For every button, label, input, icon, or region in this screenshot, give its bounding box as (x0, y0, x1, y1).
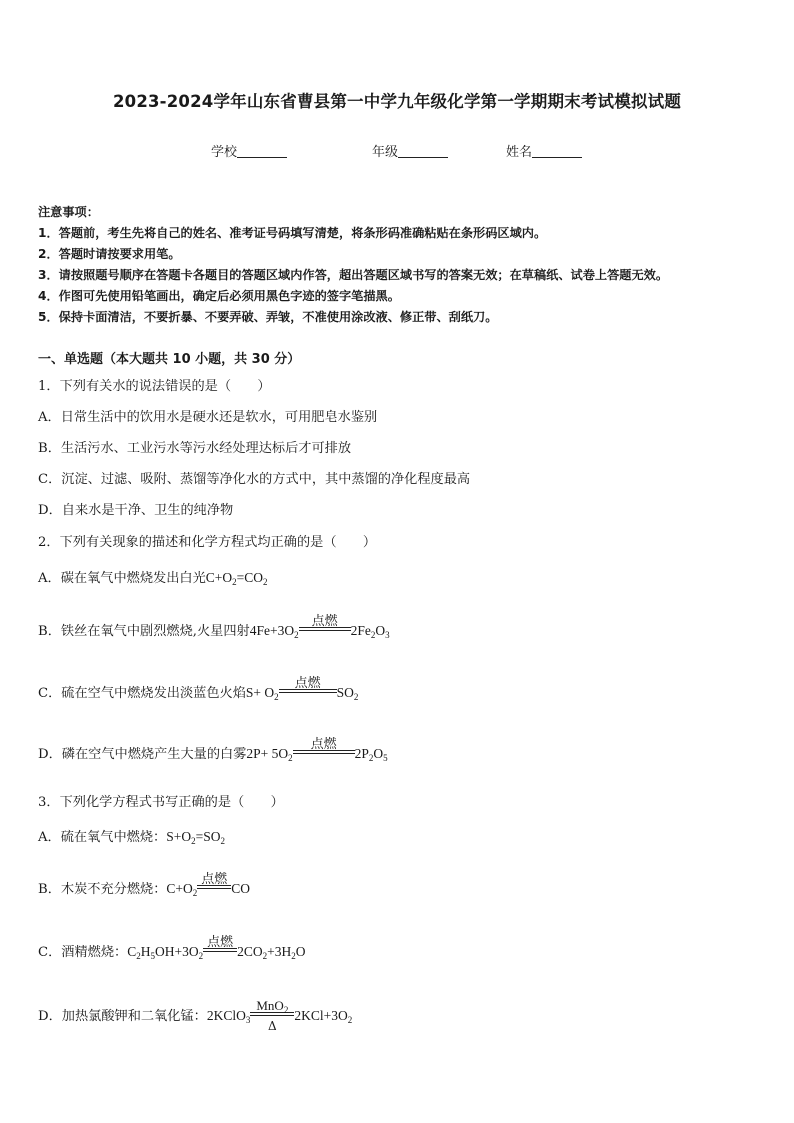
note-item: 1．答题前，考生先将自己的姓名、准考证号码填写清楚，将条形码准确粘贴在条形码区域内。 (38, 226, 547, 240)
q1-stem: 1．下列有关水的说法错误的是（ ） (38, 379, 271, 394)
reaction-arrow: 点燃 (203, 945, 237, 960)
note-item: 3．请按照题号顺序在答题卡各题目的答题区域内作答，超出答题区域书写的答案无效；在草稿纸、试卷上答题无效。 (38, 268, 669, 282)
q2-stem: 2．下列有关现象的描述和化学方程式均正确的是（ ） (38, 535, 377, 550)
q3-option-b: B．木炭不充分燃烧：$C+O_2$ 点燃 CO (38, 872, 251, 898)
reaction-arrow: MnO$_2$ Δ (250, 1009, 294, 1024)
q1-option-a: A．日常生活中的饮用水是硬水还是软水，可用肥皂水鉴别 (38, 410, 378, 425)
section-heading: 一、单选题（本大题共 10 小题，共 30 分） (38, 352, 301, 367)
q3-stem: 3．下列化学方程式书写正确的是（ ） (38, 795, 284, 810)
reaction-arrow: 点燃 (293, 747, 355, 762)
note-item: 2．答题时请按要求用笔。 (38, 247, 181, 261)
q1-option-b: B．生活污水、工业污水等污水经处理达标后才可排放 (38, 441, 352, 456)
school-field[interactable]: 学校 (211, 141, 287, 160)
q3-option-c: C．酒精燃烧：$C_2H_5OH+3O_2$ 点燃 $2CO_2+3H_2O$ (38, 935, 306, 961)
grade-field[interactable]: 年级 (372, 141, 448, 160)
q1-option-c: C．沉淀、过滤、吸附、蒸馏等净化水的方式中，其中蒸馏的净化程度最高 (38, 472, 471, 487)
q3-option-a: A．硫在氧气中燃烧：$S+O_2=SO_2$ (38, 829, 225, 846)
notes-heading: 注意事项： (38, 205, 99, 219)
reaction-arrow: 点燃 (197, 882, 231, 897)
q2-option-c: C．硫在空气中燃烧发出淡蓝色火焰$S+ O_2$ 点燃 $SO_2$ (38, 676, 359, 702)
q2-option-d: D．磷在空气中燃烧产生大量的白雾$2P+ 5O_2$ 点燃 $2P_2O_5$ (38, 737, 388, 763)
name-field[interactable]: 姓名 (506, 141, 582, 160)
note-item: 5．保持卡面清洁，不要折暴、不要弄破、弄皱，不准使用涂改液、修正带、刮纸刀。 (38, 310, 498, 324)
q1-option-d: D．自来水是干净、卫生的纯净物 (38, 503, 234, 518)
note-item: 4．作图可先使用铅笔画出，确定后必须用黑色字迹的签字笔描黑。 (38, 289, 400, 303)
reaction-arrow: 点燃 (299, 624, 351, 639)
q2-option-a: A．碳在氧气中燃烧发出白光$C+O_2=CO_2$ (38, 570, 268, 587)
q3-option-d: D．加热氯酸钾和二氧化锰：2KClO$_3$ MnO$_2$ Δ $2KCl+3O_2$ (38, 998, 353, 1033)
q2-option-b: B．铁丝在氧气中剧烈燃烧,火星四射$4Fe+3O_2$ 点燃 $2Fe_2O_3$ (38, 614, 390, 640)
page-title: 2023-2024学年山东省曹县第一中学九年级化学第一学期期末考试模拟试题 (112, 92, 682, 111)
reaction-arrow: 点燃 (279, 686, 337, 701)
